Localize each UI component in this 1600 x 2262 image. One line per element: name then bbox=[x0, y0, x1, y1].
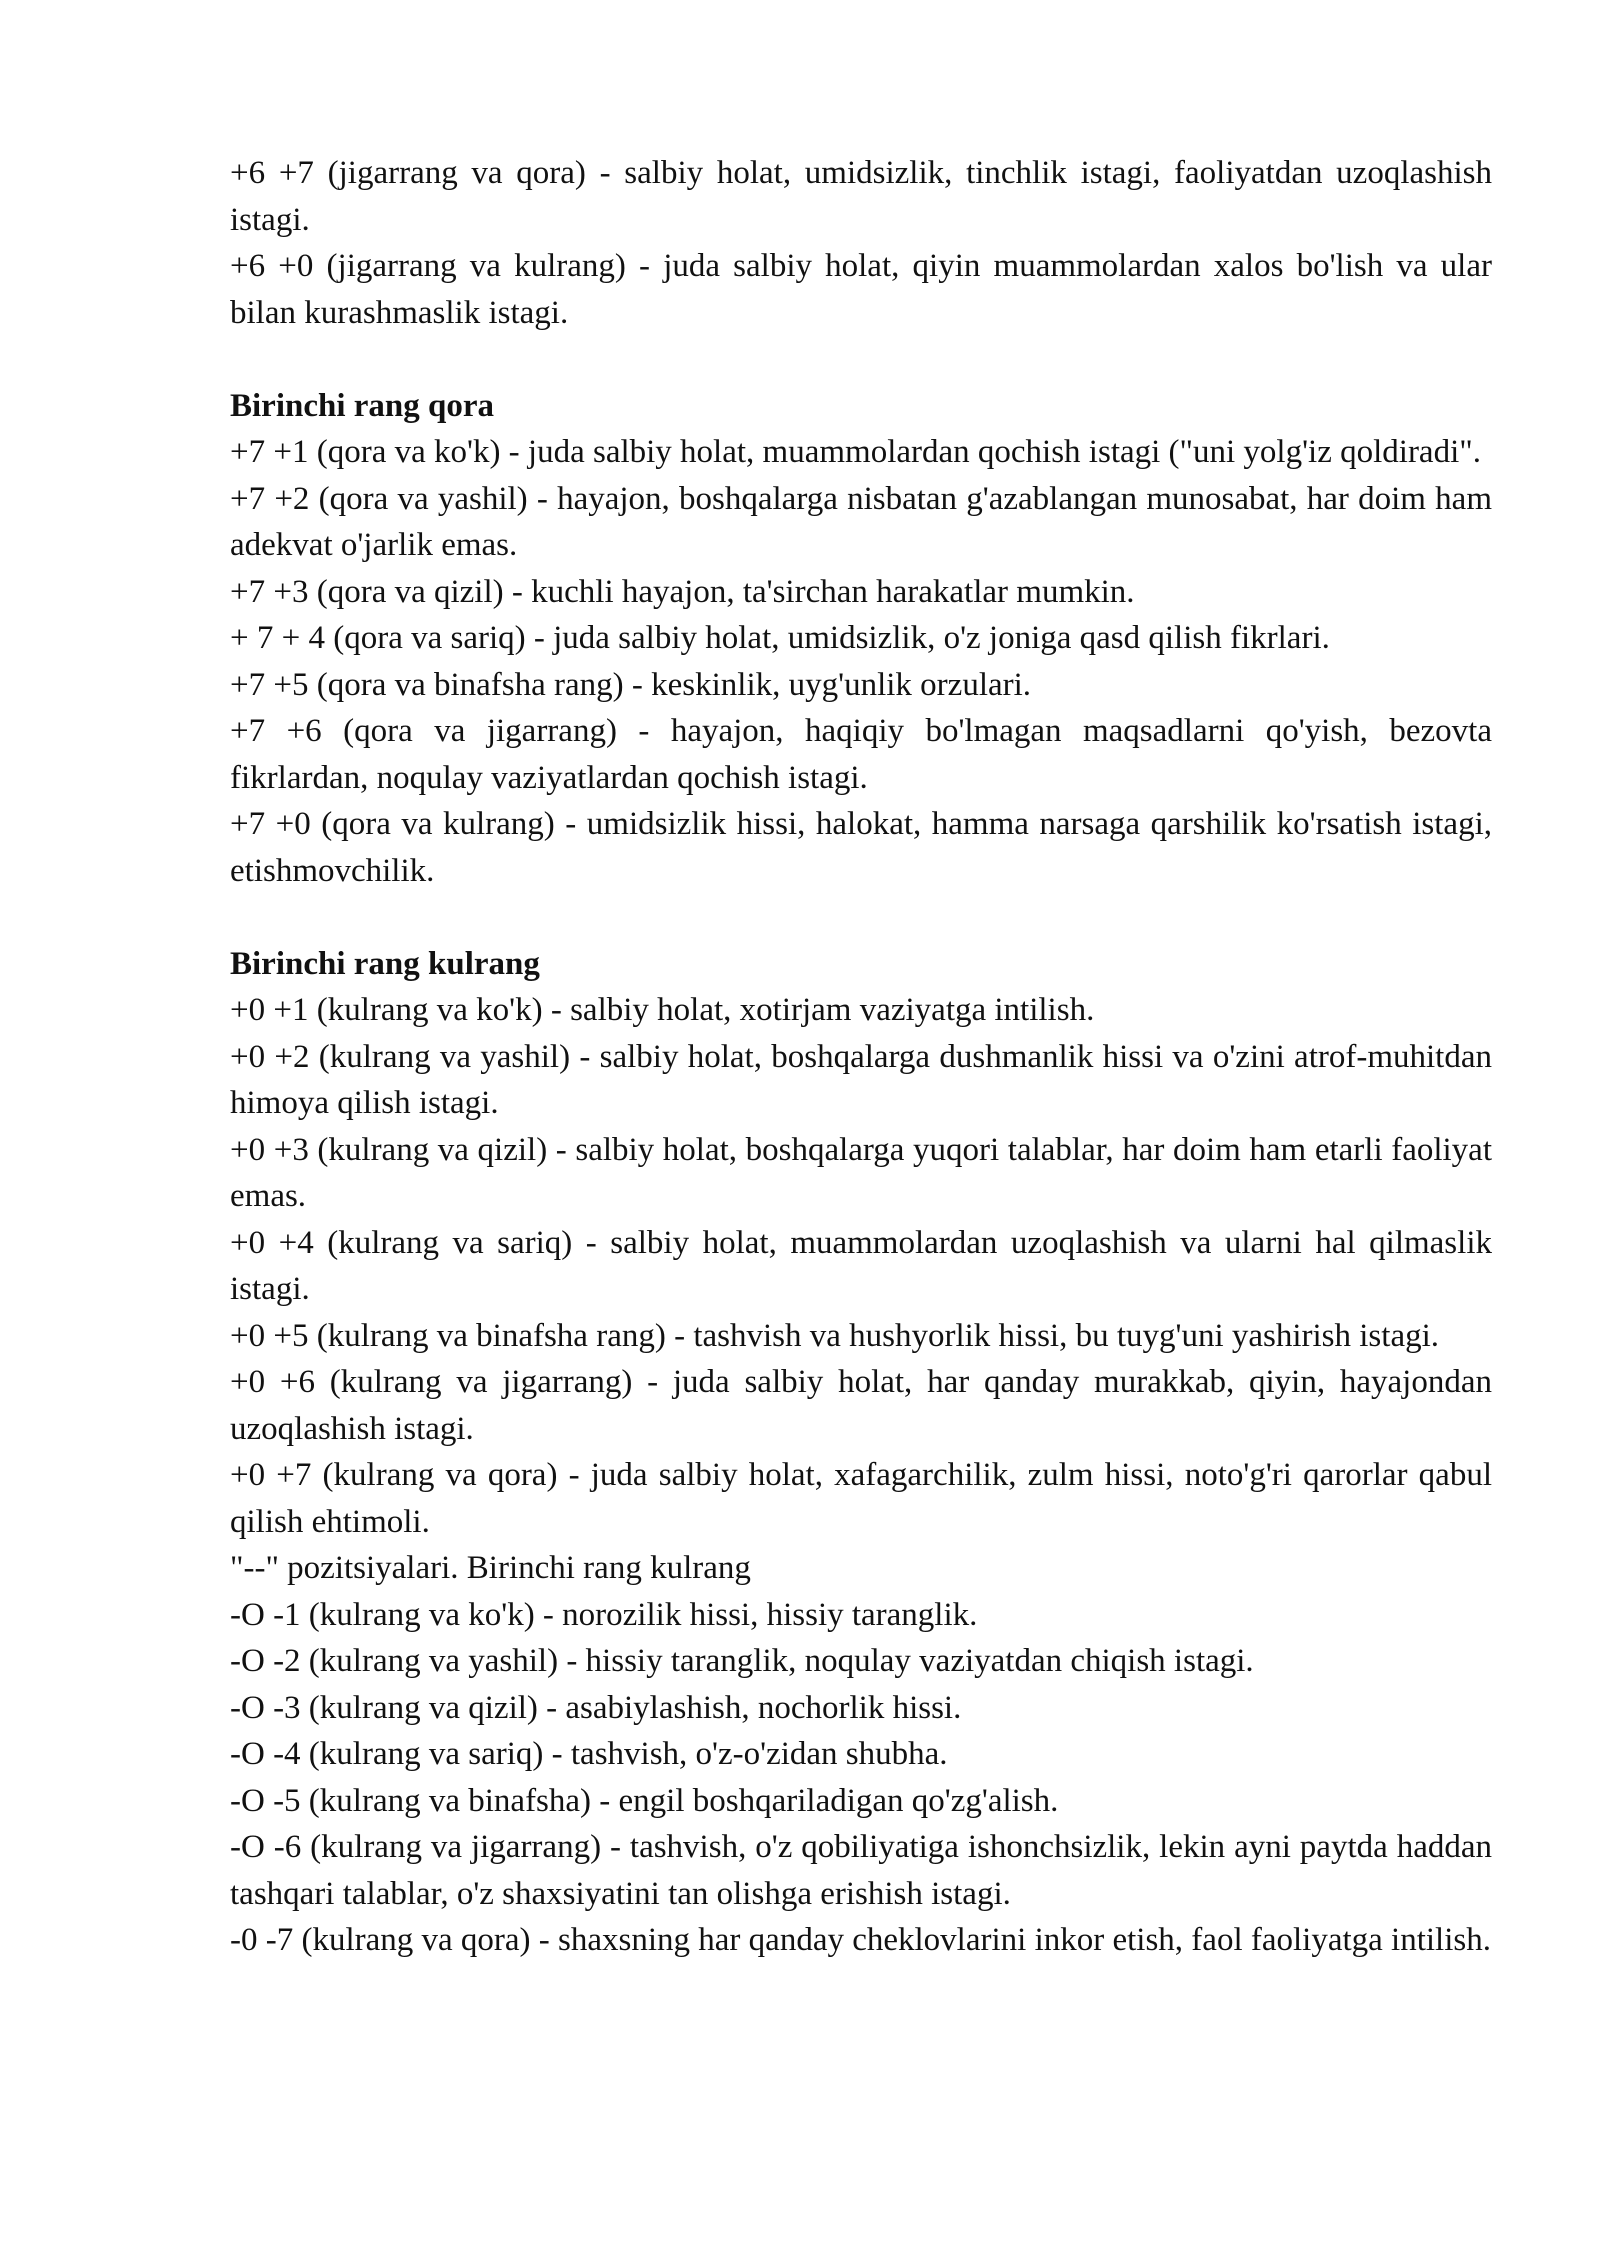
paragraph: +0 +5 (kulrang va binafsha rang) - tashvish va hushyorlik hissi, bu tuyg'uni yashirish istagi. bbox=[230, 1317, 1440, 1354]
paragraph: -0 -7 (kulrang va qora) - shaxsning har qanday cheklovlarini inkor etish, faol faoliyatga intilish. bbox=[230, 1922, 1491, 1958]
paragraph: +7 +5 (qora va binafsha rang) - keskinlik, uyg'unlik orzulari. bbox=[230, 666, 1032, 703]
paragraph: +7 +3 (qora va qizil) - kuchli hayajon, ta'sirchan harakatlar mumkin. bbox=[230, 573, 1135, 610]
document-page bbox=[230, 150, 1492, 1964]
paragraph: -O -6 (kulrang va jigarrang) - tashvish, o'z qobiliyatiga ishonchsizlik, lekin ayni paytda haddan tashqari talablar, o'z shaxsiyatini tan olishga erishish istagi. bbox=[230, 1829, 1492, 1912]
paragraph: +6 +0 (jigarrang va kulrang) - juda salbiy holat, qiyin muammolardan xalos bo'lish va ular bilan kurashmaslik istagi. bbox=[230, 248, 1492, 331]
paragraph: -O -5 (kulrang va binafsha) - engil boshqariladigan qo'zg'alish. bbox=[230, 1782, 1059, 1819]
section-heading: Birinchi rang qora bbox=[230, 387, 495, 424]
paragraph: +7 +6 (qora va jigarrang) - hayajon, haqiqiy bo'lmagan maqsadlarni qo'yish, bezovta fikrlardan, noqulay vaziyatlardan qochish istagi. bbox=[230, 713, 1492, 796]
paragraph: +0 +6 (kulrang va jigarrang) - juda salbiy holat, har qanday murakkab, qiyin, hayajondan uzoqlashish istagi. bbox=[230, 1364, 1492, 1447]
paragraph: +7 +0 (qora va kulrang) - umidsizlik hissi, halokat, hamma narsaga qarshilik ko'rsatish istagi, etishmovchilik. bbox=[230, 806, 1492, 889]
paragraph: +7 +1 (qora va ko'k) - juda salbiy holat, muammolardan qochish istagi ("uni yolg'iz qoldiradi". bbox=[230, 434, 1481, 470]
paragraph: -O -1 (kulrang va ko'k) - norozilik hissi, hissiy taranglik. bbox=[230, 1596, 978, 1633]
blank-line bbox=[230, 336, 1492, 383]
paragraph: +0 +1 (kulrang va ko'k) - salbiy holat, xotirjam vaziyatga intilish. bbox=[230, 992, 1095, 1028]
paragraph: -O -3 (kulrang va qizil) - asabiylashish, nochorlik hissi. bbox=[230, 1689, 962, 1726]
paragraph: + 7 + 4 (qora va sariq) - juda salbiy holat, umidsizlik, o'z joniga qasd qilish fikrlari. bbox=[230, 620, 1330, 656]
blank-line bbox=[230, 894, 1492, 941]
paragraph: +0 +3 (kulrang va qizil) - salbiy holat, boshqalarga yuqori talablar, har doim ham etarli faoliyat emas. bbox=[230, 1131, 1492, 1214]
paragraph: -O -4 (kulrang va sariq) - tashvish, o'z-o'zidan shubha. bbox=[230, 1736, 948, 1772]
paragraph: +6 +7 (jigarrang va qora) - salbiy holat, umidsizlik, tinchlik istagi, faoliyatdan uzoqlashish istagi. bbox=[230, 155, 1492, 238]
paragraph: +7 +2 (qora va yashil) - hayajon, boshqalarga nisbatan g'azablangan munosabat, har doim ham adekvat o'jarlik emas. bbox=[230, 480, 1492, 563]
paragraph: +0 +2 (kulrang va yashil) - salbiy holat, boshqalarga dushmanlik hissi va o'zini atrof-muhitdan himoya qilish istagi. bbox=[230, 1038, 1492, 1121]
section-title-line: "--" pozitsiyalari. Birinchi rang kulrang bbox=[230, 1550, 751, 1586]
section-heading: Birinchi rang kulrang bbox=[230, 945, 540, 982]
paragraph: +0 +7 (kulrang va qora) - juda salbiy holat, xafagarchilik, zulm hissi, noto'g'ri qarorlar qabul qilish ehtimoli. bbox=[230, 1457, 1492, 1540]
paragraph: -O -2 (kulrang va yashil) - hissiy taranglik, noqulay vaziyatdan chiqish istagi. bbox=[230, 1643, 1254, 1679]
paragraph: +0 +4 (kulrang va sariq) - salbiy holat, muammolardan uzoqlashish va ularni hal qilmaslik istagi. bbox=[230, 1224, 1492, 1307]
